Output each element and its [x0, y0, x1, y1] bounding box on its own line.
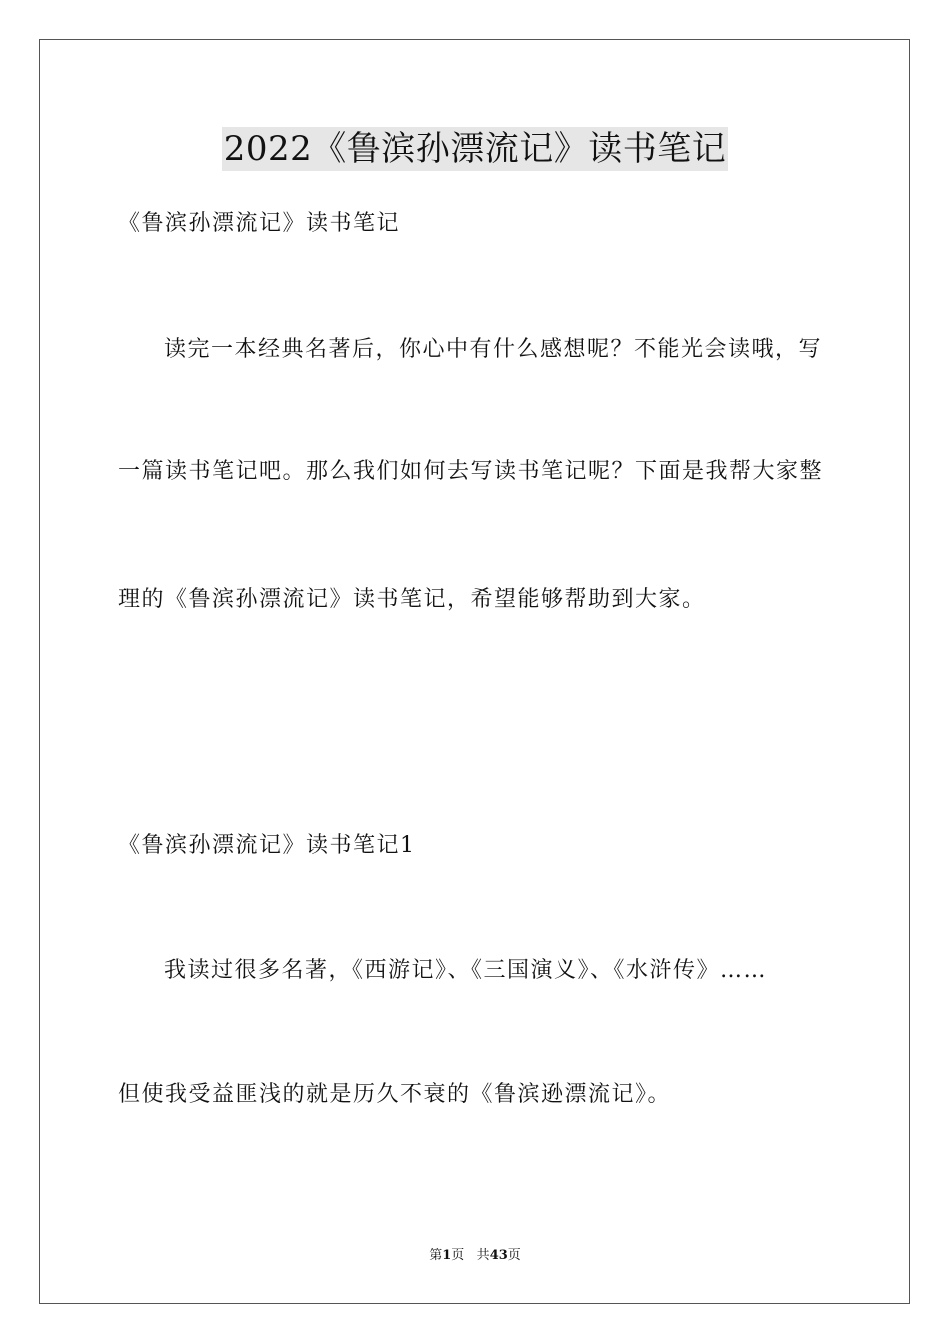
document-title: 2022《鲁滨孙漂流记》读书笔记 [223, 129, 727, 169]
section1-line-2: 但使我受益匪浅的就是历久不衰的《鲁滨逊漂流记》。 [118, 1082, 672, 1107]
section1-heading: 《鲁滨孙漂流记》读书笔记1 [118, 833, 416, 858]
title-container [0, 127, 950, 171]
page-prefix: 第 [429, 1248, 443, 1263]
intro-line-1: 读完一本经典名著后，你心中有什么感想呢？不能光会读哦，写 [164, 337, 823, 362]
document-subtitle: 《鲁滨孙漂流记》读书笔记 [118, 211, 401, 236]
intro-line-2: 一篇读书笔记吧。那么我们如何去写读书笔记呢？下面是我帮大家整 [118, 459, 824, 484]
total-pages: 43 [489, 1248, 508, 1263]
page-suffix: 页 [451, 1248, 465, 1263]
page-footer [0, 1247, 950, 1265]
intro-line-3: 理的《鲁滨孙漂流记》读书笔记，希望能够帮助到大家。 [118, 587, 706, 612]
total-prefix: 共 [476, 1248, 490, 1263]
section1-line-1: 我读过很多名著，《西游记》、《三国演义》、《水浒传》…… [164, 958, 768, 983]
page-number: 1 [442, 1248, 452, 1263]
total-suffix: 页 [507, 1248, 521, 1263]
